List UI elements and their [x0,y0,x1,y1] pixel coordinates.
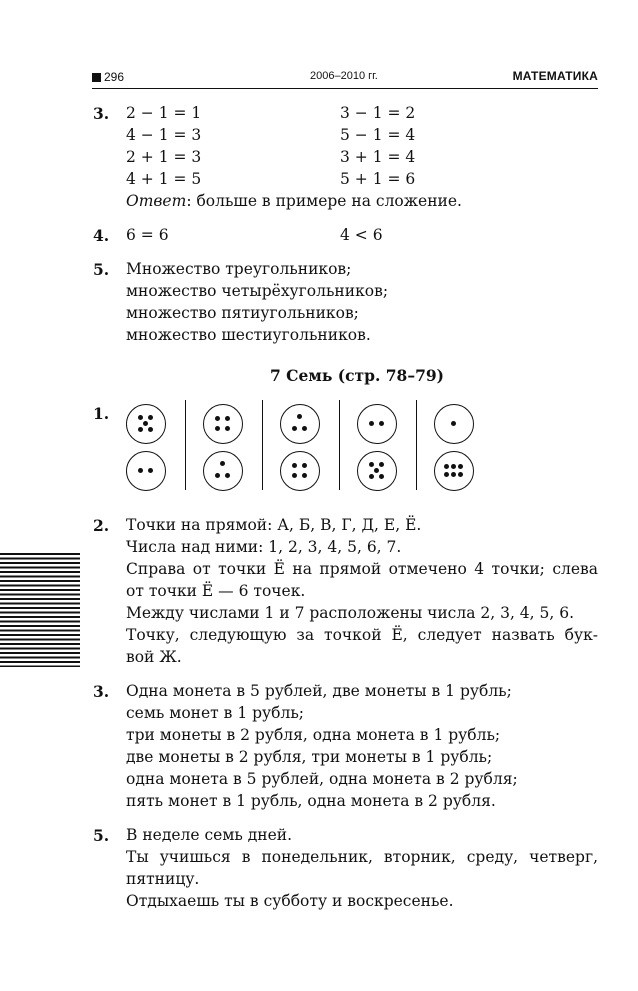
dice-dot [369,474,374,479]
task-number: 1. [93,404,110,423]
dice-dot [297,414,302,419]
text-line: Справа от точки Ё на прямой отмечено 4 точки; слева [126,560,598,578]
years-label: 2006–2010 гг. [310,70,378,82]
text-line: семь монет в 1 рубль; [126,704,304,722]
dice-dot [225,473,230,478]
dice-dot [215,426,220,431]
dice-dot [379,421,384,426]
text-line: Одна монета в 5 рублей, две монеты в 1 рубль; [126,682,512,700]
dice-circle [357,404,397,444]
page-number-text: 296 [104,70,125,84]
text-line: Множество треугольников; [126,260,352,278]
dice-circle [434,451,474,491]
dice-dot [292,463,297,468]
dice-dot [451,464,456,469]
dice-circle [126,451,166,491]
dice-dot [369,462,374,467]
equation: 3 + 1 = 4 [340,148,416,166]
task-number: 3. [93,682,110,701]
section-title: 7 Семь (стр. 78–79) [270,366,444,385]
dice-dot [374,468,379,473]
task-number: 4. [93,226,110,245]
dice-dot [379,462,384,467]
dice-dot [369,421,374,426]
text-line: Ты учишься в понедельник, вторник, среду, четверг, [126,848,598,866]
dice-dot [138,427,143,432]
dice-divider [185,400,186,490]
text-line: Точку, следующую за точкой Ё, следует назвать бук- [126,626,598,644]
dice-dot [451,472,456,477]
equation: 3 − 1 = 2 [340,104,416,122]
text-line: три монеты в 2 рубля, одна монета в 1 рубль; [126,726,501,744]
equation: 2 − 1 = 1 [126,104,202,122]
dice-dot [302,463,307,468]
dice-dot [302,473,307,478]
text-line: вой Ж. [126,648,182,666]
text-line: Отдыхаешь ты в субботу и воскресенье. [126,892,454,910]
page-number [92,70,124,84]
dice-dot [458,464,463,469]
dice-circle [434,404,474,444]
dice-circle [280,404,320,444]
text-line: одна монета в 5 рублей, одна монета в 2 рубля; [126,770,518,788]
answer-line [126,192,462,210]
dice-dot [379,474,384,479]
dice-dot [302,426,307,431]
dice-figure [120,398,600,493]
dice-dot [138,468,143,473]
dice-dot [225,426,230,431]
dice-circle [203,404,243,444]
side-tab-stripes [0,553,80,667]
dice-dot [220,461,225,466]
text-line: Числа над ними: 1, 2, 3, 4, 5, 6, 7. [126,538,402,556]
comparison: 6 = 6 [126,226,169,244]
equation: 4 − 1 = 3 [126,126,202,144]
text-line: пятницу. [126,870,200,888]
dice-dot [292,473,297,478]
dice-divider [416,400,417,490]
dice-dot [451,421,456,426]
text-line: пять монет в 1 рубль, одна монета в 2 рубля. [126,792,496,810]
comparison: 4 < 6 [340,226,383,244]
dice-dot [148,415,153,420]
dice-circle [280,451,320,491]
task-number: 3. [93,104,110,123]
text-line: две монеты в 2 рубля, три монеты в 1 рубль; [126,748,493,766]
dice-circle [357,451,397,491]
header-rule [92,88,598,89]
dice-dot [292,426,297,431]
equation: 5 + 1 = 6 [340,170,416,188]
dice-dot [215,473,220,478]
dice-divider [339,400,340,490]
dice-dot [458,472,463,477]
page-header [92,70,598,86]
text-line: множество пятиугольников; [126,304,359,322]
square-icon [92,73,101,82]
text-line: множество шестиугольников. [126,326,371,344]
text-line: В неделе семь дней. [126,826,293,844]
dice-dot [225,416,230,421]
equation: 4 + 1 = 5 [126,170,202,188]
answer-label: Ответ [126,192,187,210]
task-number: 5. [93,260,110,279]
dice-dot [143,421,148,426]
task-number: 5. [93,826,110,845]
dice-dot [444,464,449,469]
dice-dot [148,427,153,432]
equation: 5 − 1 = 4 [340,126,416,144]
equation: 2 + 1 = 3 [126,148,202,166]
answer-text: : больше в примере на сложение. [186,192,462,210]
text-line: Точки на прямой: А, Б, В, Г, Д, Е, Ё. [126,516,422,534]
text-line: множество четырёхугольников; [126,282,389,300]
dice-divider [262,400,263,490]
subject-label: МАТЕМАТИКА [512,69,598,83]
text-line: от точки Ё — 6 точек. [126,582,306,600]
dice-dot [148,468,153,473]
text-line: Между числами 1 и 7 расположены числа 2, 3, 4, 5, 6. [126,604,575,622]
task-number: 2. [93,516,110,535]
dice-circle [126,404,166,444]
dice-circle [203,451,243,491]
dice-dot [444,472,449,477]
dice-dot [138,415,143,420]
dice-dot [215,416,220,421]
